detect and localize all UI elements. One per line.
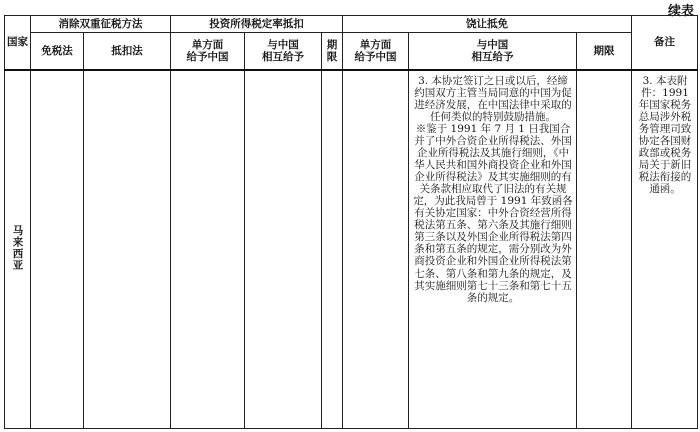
header-mutual-line2: 相互给予 [262, 50, 304, 63]
header-period-line1: 期 [326, 38, 338, 51]
country-cell [5, 70, 31, 429]
header-mutual-line1: 与中国 [267, 38, 299, 51]
header-sparing-unilateral [343, 33, 409, 70]
unilateral-cell [171, 70, 245, 429]
header-sparing-unilateral-line2: 给予中国 [354, 50, 397, 63]
sparing-unilateral-cell [343, 70, 409, 429]
header-sparing-mutual-line2: 相互给予 [471, 50, 514, 63]
credit-cell [84, 70, 171, 429]
header-sparing-unilateral-line1: 单方面 [359, 38, 392, 51]
header-unilateral [171, 33, 245, 70]
header-sparing-period: 期限 [577, 33, 632, 70]
country-name: 马来西亚 [11, 224, 24, 271]
header-unilateral-line1: 单方面 [191, 38, 224, 51]
period-cell [322, 70, 343, 429]
header-period-line2: 限 [326, 50, 338, 63]
header-sparing-mutual [409, 33, 577, 70]
header-credit: 抵扣法 [84, 33, 171, 70]
header-unilateral-line2: 给予中国 [186, 50, 229, 63]
header-sparing-mutual-line1: 与中国 [476, 38, 509, 51]
header-exemption: 免税法 [31, 33, 84, 70]
sparing-mutual-paragraph-1: 3. 本协定签订之日或以后，经缔约国双方主管当局同意的中国为促进经济发展，在中国法律中采取的任何类似的特别鼓励措施。 [414, 74, 572, 123]
tax-treaty-table [4, 15, 698, 429]
header-period [322, 33, 343, 70]
continued-label: 续表 [667, 4, 694, 19]
header-double-tax: 消除双重征税方法 [31, 16, 171, 33]
exemption-cell [31, 70, 84, 429]
header-remarks: 备注 [632, 16, 698, 70]
header-tax-sparing: 饶让抵免 [343, 16, 632, 33]
header-country: 国家 [5, 16, 31, 70]
sparing-mutual-paragraph-2: ※鉴于 1991 年 7 月 1 日我国合并了中外合资企业所得税法、外国企业所得税法及其施行细则，《中华人民共和国外商投资企业和外国企业所得税法》及其实施细则的有关条款相应取代了旧法的有关规定，为此我局曾于 1991 年致函各有关协定国家：中外合资经营所得税法第五条、第六条及其施行细则第三条以及外国企业所得税法第四条和第五条的规定，需分别改为外商投资企业和外国企业所得税法第七条、第八条和第九条的规定，及其实施细则第七十三条和第七十五条的规定。 [413, 122, 573, 304]
header-mutual [245, 33, 322, 70]
remarks-cell [632, 70, 698, 429]
remarks-paragraph: 3. 本表附件：1991 年国家税务总局涉外税务管理司致协定各国财政部或税务局关于新旧税法衔接的通函。 [638, 74, 692, 196]
sparing-period-cell [577, 70, 632, 429]
header-investment-credit: 投资所得税定率抵扣 [171, 16, 343, 33]
mutual-cell [245, 70, 322, 429]
sparing-mutual-cell [409, 70, 577, 429]
